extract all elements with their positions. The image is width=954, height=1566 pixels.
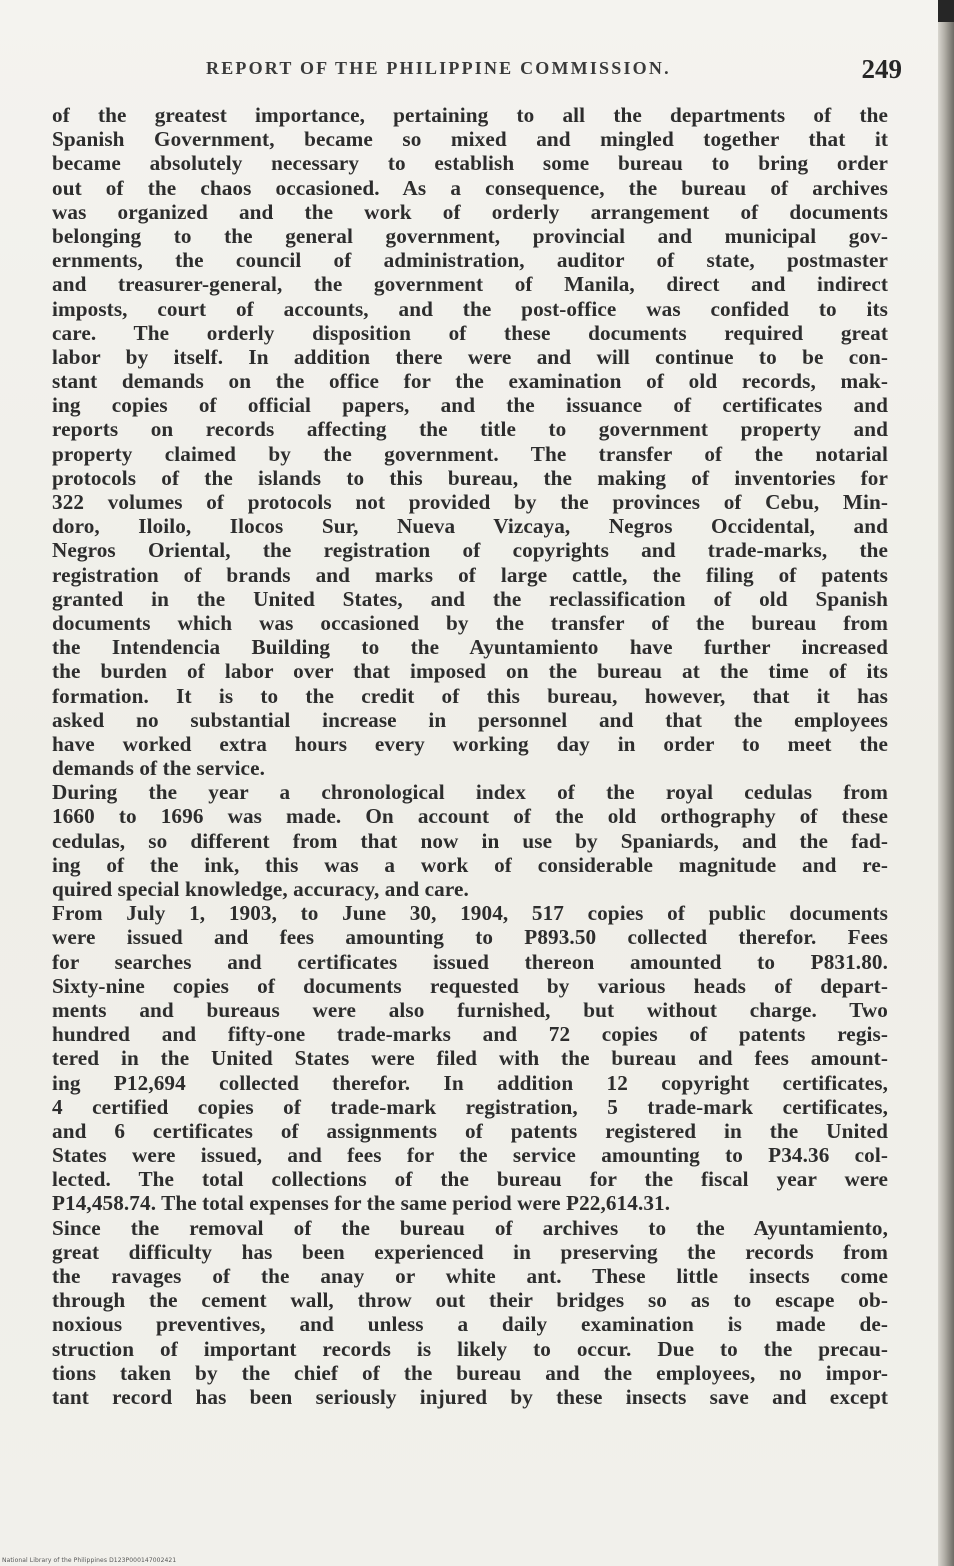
page-number: 249 xyxy=(861,54,902,84)
text-line: 1660 to 1696 was made. On account of the old orthography of these xyxy=(52,804,888,829)
text-line: documents which was occasioned by the transfer of the bureau from xyxy=(52,610,888,635)
text-line: Spanish Government, became so mixed and mingled together that it xyxy=(52,127,888,152)
text-line: stant demands on the office for the examination of old records, mak- xyxy=(52,369,888,394)
text-line: care. The orderly disposition of these documents required great xyxy=(52,320,888,345)
text-line: imposts, court of accounts, and the post-office was confided to its xyxy=(52,296,888,321)
text-line: belonging to the general government, provincial and municipal gov- xyxy=(52,223,888,248)
text-line: cedulas, so different from that now in use by Spaniards, and the fad- xyxy=(52,828,888,853)
text-line: Sixty-nine copies of documents requested by various heads of depart- xyxy=(52,973,888,998)
text-line: ernments, the council of administration, auditor of state, postmaster xyxy=(52,248,888,273)
text-line: the ravages of the anay or white ant. These little insects come xyxy=(52,1264,888,1288)
text-line: for searches and certificates issued thereon amounted to P831.80. xyxy=(52,949,888,974)
text-line: have worked extra hours every working day in order to meet the xyxy=(52,731,888,756)
text-line: quired special knowledge, accuracy, and care. xyxy=(52,877,469,901)
text-line: and 6 certificates of assignments of patents registered in the United xyxy=(52,1118,888,1143)
text-line: struction of important records is likely to occur. Due to the precau- xyxy=(52,1336,888,1361)
running-head: REPORT OF THE PHILIPPINE COMMISSION. xyxy=(206,58,671,78)
text-line: granted in the United States, and the reclassification of old Spanish xyxy=(52,586,888,611)
text-line: tions taken by the chief of the bureau and the employees, no impor- xyxy=(52,1360,888,1385)
text-line: protocols of the islands to this bureau, the making of inventories for xyxy=(52,465,888,490)
text-line: great difficulty has been experienced in preserving the records from xyxy=(52,1239,888,1264)
text-line: hundred and fifty-one trade-marks and 72 copies of patents regis- xyxy=(52,1022,888,1047)
text-line: Negros Oriental, the registration of copyrights and trade-marks, the xyxy=(52,538,888,563)
text-line: property claimed by the government. The transfer of the notarial xyxy=(52,441,888,466)
text-line: labor by itself. In addition there were and will continue to be con- xyxy=(52,344,888,369)
text-line: ments and bureaus were also furnished, but without charge. Two xyxy=(52,997,888,1022)
text-line: 322 volumes of protocols not provided by the provinces of Cebu, Min- xyxy=(52,490,888,514)
body-text xyxy=(52,103,888,1409)
page-edge-shadow xyxy=(938,0,954,1566)
page-header xyxy=(56,54,906,90)
text-line: doro, Iloilo, Ilocos Sur, Nueva Vizcaya, Negros Occidental, and xyxy=(52,514,888,539)
text-line: became absolutely necessary to establish some bureau to bring order xyxy=(52,151,888,176)
text-line: tered in the United States were filed with the bureau and fees amount- xyxy=(52,1046,888,1071)
text-line: through the cement wall, throw out their bridges so as to escape ob- xyxy=(52,1288,888,1313)
text-line: formation. It is to the credit of this bureau, however, that it has xyxy=(52,683,888,708)
text-line: registration of brands and marks of large cattle, the filing of patents xyxy=(52,562,888,587)
text-line: out of the chaos occasioned. As a consequence, the bureau of archives xyxy=(52,175,888,200)
text-line: of the greatest importance, pertaining to all the departments of the xyxy=(52,103,888,127)
page-corner-mark xyxy=(938,0,954,22)
text-line: P14,458.74. The total expenses for the same period were P22,614.31. xyxy=(52,1191,671,1216)
text-line: was organized and the work of orderly arrangement of documents xyxy=(52,199,888,224)
text-line: Since the removal of the bureau of archives to the Ayuntamiento, xyxy=(52,1215,888,1240)
text-line: ing copies of official papers, and the issuance of certificates and xyxy=(52,393,888,418)
text-line: ing P12,694 collected therefor. In addition 12 copyright certificates, xyxy=(52,1070,888,1095)
text-line: asked no substantial increase in personnel and that the employees xyxy=(52,707,888,732)
text-line: were issued and fees amounting to P893.50 collected therefor. Fees xyxy=(52,925,888,950)
text-line: noxious preventives, and unless a daily examination is made de- xyxy=(52,1312,888,1337)
text-line: States were issued, and fees for the service amounting to P34.36 col- xyxy=(52,1143,888,1168)
text-line: lected. The total collections of the bureau for the fiscal year were xyxy=(52,1167,888,1192)
text-line: During the year a chronological index of the royal cedulas from xyxy=(52,780,888,805)
text-line: 4 certified copies of trade-mark registration, 5 trade-mark certificates, xyxy=(52,1094,888,1119)
digitization-credit: National Library of the Philippines D123P000147002421 xyxy=(2,1557,177,1564)
text-line: the burden of labor over that imposed on the bureau at the time of its xyxy=(52,659,888,684)
text-line: demands of the service. xyxy=(52,756,265,781)
text-line: tant record has been seriously injured by these insects save and except xyxy=(52,1384,888,1409)
text-line: From July 1, 1903, to June 30, 1904, 517 copies of public documents xyxy=(52,901,888,926)
text-line: ing of the ink, this was a work of considerable magnitude and re- xyxy=(52,852,888,877)
text-line: the Intendencia Building to the Ayuntamiento have further increased xyxy=(52,635,888,660)
text-line: reports on records affecting the title to government property and xyxy=(52,417,888,442)
text-line: and treasurer-general, the government of Manila, direct and indirect xyxy=(52,272,888,297)
